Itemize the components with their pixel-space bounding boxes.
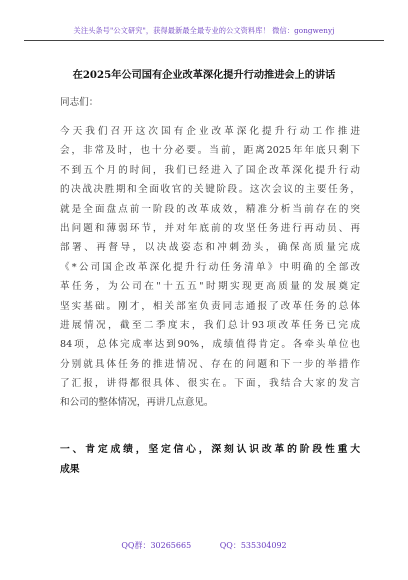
header-notice: 关注头条号"公文研究"，获得最新最全最专业的公文资料库！ 微信：gongwenyj [73, 26, 335, 35]
paragraph-line: 的决战决胜期和全面收官的关键阶段。这次会议的主要任务， [60, 184, 360, 196]
paragraph-line: 就是全面盘点前一阶段的改革成效，精准分析当前存在的突 [60, 203, 360, 215]
paragraph-line: 不到五个月的时间，我们已经进入了国企改革深化提升行动 [60, 164, 360, 176]
body-paragraph [60, 122, 360, 413]
paragraph-line: 革任务，为公司在"十五五"时期实现更高质量的发展奠定 [60, 281, 360, 293]
paragraph-line: 今天我们召开这次国有企业改革深化提升行动工作推进 [60, 126, 360, 137]
paragraph-line: 84项，总体完成率达到90%，成绩值得肯定。各牵头单位也 [60, 339, 360, 351]
paragraph-line: 部署、再督导，以决战姿态和冲刺劲头，确保高质量完成 [60, 242, 360, 254]
paragraph-line: 分别就具体任务的推进情况、存在的问题和下一步的举措作 [60, 358, 360, 370]
paragraph-line: 会，非常及时，也十分必要。当前，距离2025年年底只剩下 [60, 145, 360, 157]
qq-number: QQ：535304092 [219, 541, 287, 550]
paragraph-line: 进展情况，截至二季度末，我们总计93项改革任务已完成 [60, 319, 360, 331]
paragraph-line: 坚实基础。刚才，相关部室负责同志通报了改革任务的总体 [60, 300, 360, 312]
section-heading-line: 一、肯定成绩，坚定信心，深刻认识改革的阶段性重大 [60, 444, 360, 455]
section-heading [60, 440, 360, 480]
paragraph-line: 《*公司国企改革深化提升行动任务清单》中明确的全部改 [60, 261, 360, 273]
document-title: 在2025年公司国有企业改革深化提升行动推进会上的讲话 [72, 69, 336, 81]
header-divider [24, 40, 384, 41]
section-heading-line: 成果 [60, 464, 80, 475]
qq-group-number: QQ群：30265665 [121, 541, 192, 550]
paragraph-line: 和公司的整体情况，再讲几点意见。 [60, 397, 214, 409]
greeting: 同志们： [60, 97, 99, 108]
footer-contact [0, 540, 408, 551]
paragraph-line: 出问题和薄弱环节，并对年底前的攻坚任务进行再动员、再 [60, 222, 360, 234]
paragraph-line: 了汇报，讲得都很具体、很实在。下面，我结合大家的发言 [60, 378, 360, 390]
